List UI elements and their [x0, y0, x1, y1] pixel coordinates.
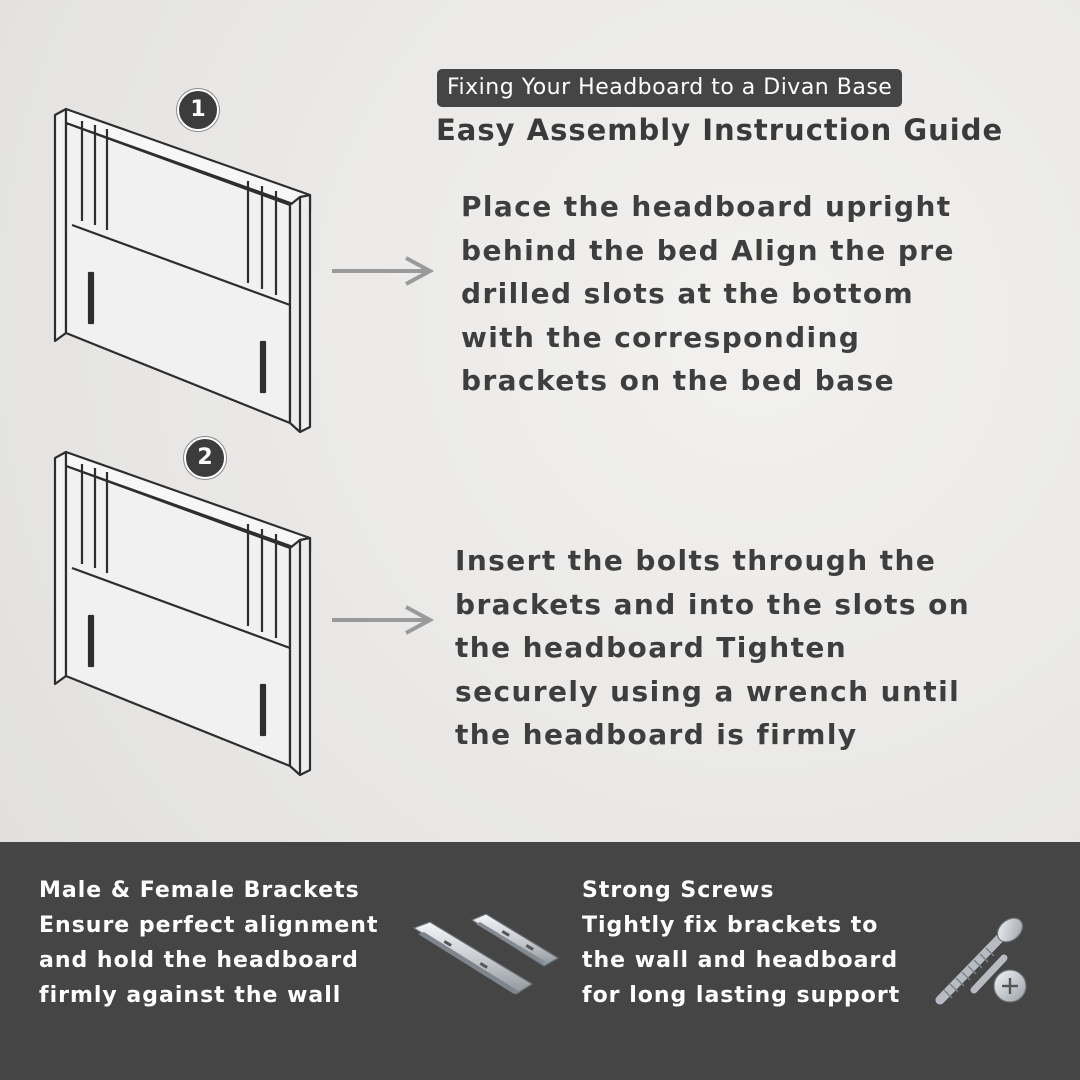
- feature-title: Male & Female Brackets: [39, 878, 360, 903]
- step-1-instructions: Place the headboard upright behind the bed Align the pre drilled slots at the bottom with the corresponding brackets on the bed base: [461, 190, 955, 397]
- guide-subtitle: Easy Assembly Instruction Guide: [436, 113, 1004, 147]
- feature-line: Ensure perfect alignment: [39, 913, 379, 938]
- arrow-right-icon: [330, 256, 436, 286]
- guide-title-badge: Fixing Your Headboard to a Divan Base: [437, 69, 902, 107]
- feature-line: Tightly fix brackets to: [582, 913, 879, 938]
- bracket-icon: [410, 912, 562, 1002]
- headboard-illustration-step-1: [52, 105, 314, 437]
- step-2-instructions: Insert the bolts through the brackets and into the slots on the headboard Tighten securely using a wrench until the headboard is firmly: [455, 544, 971, 751]
- feature-title: Strong Screws: [582, 878, 775, 903]
- step-2-number: 2: [184, 437, 226, 479]
- headboard-illustration-step-2: [52, 448, 314, 780]
- feature-screws: [582, 873, 900, 1013]
- step-1-number: 1: [177, 89, 219, 131]
- feature-brackets: [39, 873, 378, 1013]
- feature-line: and hold the headboard: [39, 948, 359, 973]
- feature-line: firmly against the wall: [39, 983, 342, 1008]
- feature-line: the wall and headboard: [582, 948, 899, 973]
- feature-line: for long lasting support: [582, 983, 901, 1008]
- features-footer: [0, 842, 1080, 1080]
- arrow-right-icon: [330, 605, 436, 635]
- screw-icon: [930, 908, 1034, 1012]
